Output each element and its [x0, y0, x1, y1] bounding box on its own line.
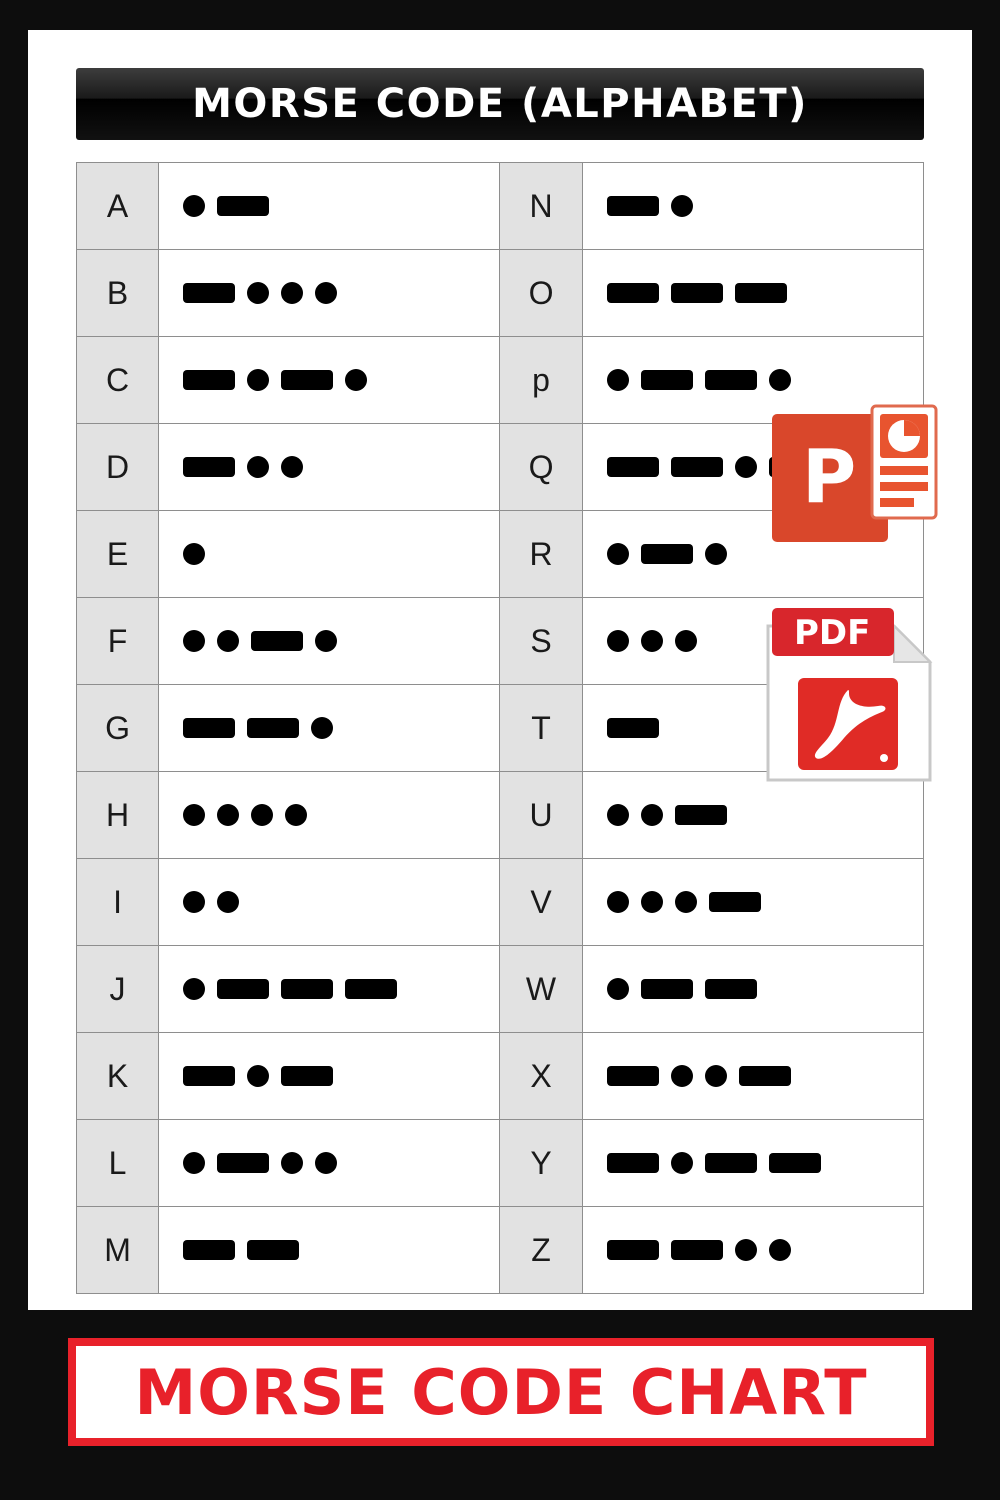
dot-symbol [315, 282, 337, 304]
dot-symbol [671, 1152, 693, 1174]
dot-symbol [607, 891, 629, 913]
dash-symbol [247, 718, 299, 738]
dot-symbol [641, 891, 663, 913]
dot-symbol [183, 978, 205, 1000]
footer-title: MORSE CODE CHART [134, 1355, 868, 1429]
morse-code-card [28, 30, 972, 1310]
dot-symbol [345, 369, 367, 391]
letter-cell-right: R [500, 511, 582, 598]
dot-symbol [247, 1065, 269, 1087]
letter-cell-left: F [77, 598, 159, 685]
dot-symbol [705, 1065, 727, 1087]
dot-symbol [251, 804, 273, 826]
letter-cell-left: E [77, 511, 159, 598]
dot-symbol [217, 891, 239, 913]
code-cell-left [159, 1033, 500, 1120]
powerpoint-badge[interactable] [768, 402, 940, 552]
table-row [77, 859, 924, 946]
dash-symbol [641, 544, 693, 564]
morse-sequence [183, 163, 499, 249]
code-cell-left [159, 1207, 500, 1294]
letter-cell-left: L [77, 1120, 159, 1207]
dot-symbol [769, 1239, 791, 1261]
code-cell-left [159, 511, 500, 598]
dot-symbol [311, 717, 333, 739]
page-title: MORSE CODE (ALPHABET) [192, 81, 808, 127]
letter-cell-left: A [77, 163, 159, 250]
dash-symbol [641, 370, 693, 390]
morse-sequence [183, 511, 499, 597]
dash-symbol [251, 631, 303, 651]
morse-sequence [607, 1033, 923, 1119]
dash-symbol [705, 979, 757, 999]
dash-symbol [607, 718, 659, 738]
dash-symbol [735, 283, 787, 303]
dash-symbol [607, 1240, 659, 1260]
letter-cell-right: Y [500, 1120, 582, 1207]
dot-symbol [607, 804, 629, 826]
letter-cell-right: T [500, 685, 582, 772]
letter-cell-left: H [77, 772, 159, 859]
morse-sequence [183, 598, 499, 684]
morse-sequence [183, 250, 499, 336]
dash-symbol [769, 1153, 821, 1173]
title-bar [76, 68, 924, 140]
code-cell-left [159, 1120, 500, 1207]
dot-symbol [705, 543, 727, 565]
code-cell-right [582, 1120, 923, 1207]
dot-symbol [285, 804, 307, 826]
morse-sequence [607, 1120, 923, 1206]
morse-sequence [607, 250, 923, 336]
morse-sequence [607, 946, 923, 1032]
dot-symbol [735, 456, 757, 478]
morse-sequence [183, 337, 499, 423]
pdf-badge[interactable] [754, 598, 936, 786]
dash-symbol [607, 283, 659, 303]
dash-symbol [709, 892, 761, 912]
dash-symbol [705, 1153, 757, 1173]
dot-symbol [675, 630, 697, 652]
letter-cell-left: I [77, 859, 159, 946]
dot-symbol [183, 1152, 205, 1174]
powerpoint-badge-letter: P [802, 434, 857, 520]
dash-symbol [281, 979, 333, 999]
letter-cell-right: S [500, 598, 582, 685]
morse-sequence [183, 772, 499, 858]
dash-symbol [607, 1066, 659, 1086]
dot-symbol [281, 1152, 303, 1174]
dash-symbol [671, 283, 723, 303]
morse-sequence [607, 1207, 923, 1293]
dash-symbol [671, 1240, 723, 1260]
code-cell-right [582, 1207, 923, 1294]
dot-symbol [217, 804, 239, 826]
letter-cell-right: U [500, 772, 582, 859]
code-cell-left [159, 163, 500, 250]
code-cell-right [582, 946, 923, 1033]
dot-symbol [315, 630, 337, 652]
table-row [77, 250, 924, 337]
dash-symbol [607, 457, 659, 477]
table-row [77, 1033, 924, 1120]
dash-symbol [607, 196, 659, 216]
letter-cell-right: W [500, 946, 582, 1033]
letter-cell-left: K [77, 1033, 159, 1120]
code-cell-right [582, 163, 923, 250]
morse-sequence [183, 685, 499, 771]
dot-symbol [671, 1065, 693, 1087]
letter-cell-left: C [77, 337, 159, 424]
letter-cell-right: X [500, 1033, 582, 1120]
morse-sequence [183, 1120, 499, 1206]
dash-symbol [641, 979, 693, 999]
dash-symbol [607, 1153, 659, 1173]
letter-cell-right: O [500, 250, 582, 337]
morse-sequence [607, 859, 923, 945]
dot-symbol [671, 195, 693, 217]
morse-sequence [183, 859, 499, 945]
letter-cell-left: B [77, 250, 159, 337]
dash-symbol [247, 1240, 299, 1260]
code-cell-left [159, 424, 500, 511]
dot-symbol [607, 369, 629, 391]
letter-cell-left: J [77, 946, 159, 1033]
dash-symbol [345, 979, 397, 999]
dot-symbol [607, 978, 629, 1000]
letter-cell-left: M [77, 1207, 159, 1294]
dot-symbol [183, 543, 205, 565]
dot-symbol [183, 804, 205, 826]
dot-symbol [281, 282, 303, 304]
dot-symbol [247, 282, 269, 304]
dot-symbol [315, 1152, 337, 1174]
dot-symbol [607, 543, 629, 565]
letter-cell-right: Q [500, 424, 582, 511]
code-cell-left [159, 946, 500, 1033]
dot-symbol [641, 630, 663, 652]
dash-symbol [281, 370, 333, 390]
dot-symbol [217, 630, 239, 652]
dot-symbol [769, 369, 791, 391]
pdf-badge-label: PDF [794, 613, 871, 653]
code-cell-left [159, 598, 500, 685]
letter-cell-right: Z [500, 1207, 582, 1294]
dash-symbol [671, 457, 723, 477]
table-row [77, 1207, 924, 1294]
dash-symbol [183, 457, 235, 477]
dash-symbol [183, 1240, 235, 1260]
code-cell-right [582, 859, 923, 946]
morse-sequence [607, 163, 923, 249]
dot-symbol [183, 195, 205, 217]
table-row [77, 946, 924, 1033]
dash-symbol [217, 196, 269, 216]
dot-symbol [675, 891, 697, 913]
letter-cell-right: N [500, 163, 582, 250]
code-cell-left [159, 772, 500, 859]
dot-symbol [641, 804, 663, 826]
code-cell-left [159, 685, 500, 772]
dash-symbol [217, 1153, 269, 1173]
dot-symbol [281, 456, 303, 478]
dash-symbol [281, 1066, 333, 1086]
letter-cell-right: V [500, 859, 582, 946]
dash-symbol [217, 979, 269, 999]
table-row [77, 1120, 924, 1207]
letter-cell-left: D [77, 424, 159, 511]
morse-sequence [183, 1207, 499, 1293]
dot-symbol [735, 1239, 757, 1261]
dot-symbol [247, 369, 269, 391]
table-row [77, 163, 924, 250]
code-cell-left [159, 250, 500, 337]
code-cell-left [159, 337, 500, 424]
code-cell-left [159, 859, 500, 946]
dash-symbol [183, 283, 235, 303]
morse-sequence [183, 946, 499, 1032]
dot-symbol [607, 630, 629, 652]
dot-symbol [183, 891, 205, 913]
morse-sequence [183, 1033, 499, 1119]
morse-sequence [183, 424, 499, 510]
dash-symbol [739, 1066, 791, 1086]
dash-symbol [183, 718, 235, 738]
dash-symbol [675, 805, 727, 825]
letter-cell-left: G [77, 685, 159, 772]
footer-banner [68, 1338, 934, 1446]
letter-cell-right: p [500, 337, 582, 424]
code-cell-right [582, 1033, 923, 1120]
dot-symbol [247, 456, 269, 478]
dot-symbol [183, 630, 205, 652]
code-cell-right [582, 250, 923, 337]
dash-symbol [705, 370, 757, 390]
dash-symbol [183, 370, 235, 390]
dash-symbol [183, 1066, 235, 1086]
